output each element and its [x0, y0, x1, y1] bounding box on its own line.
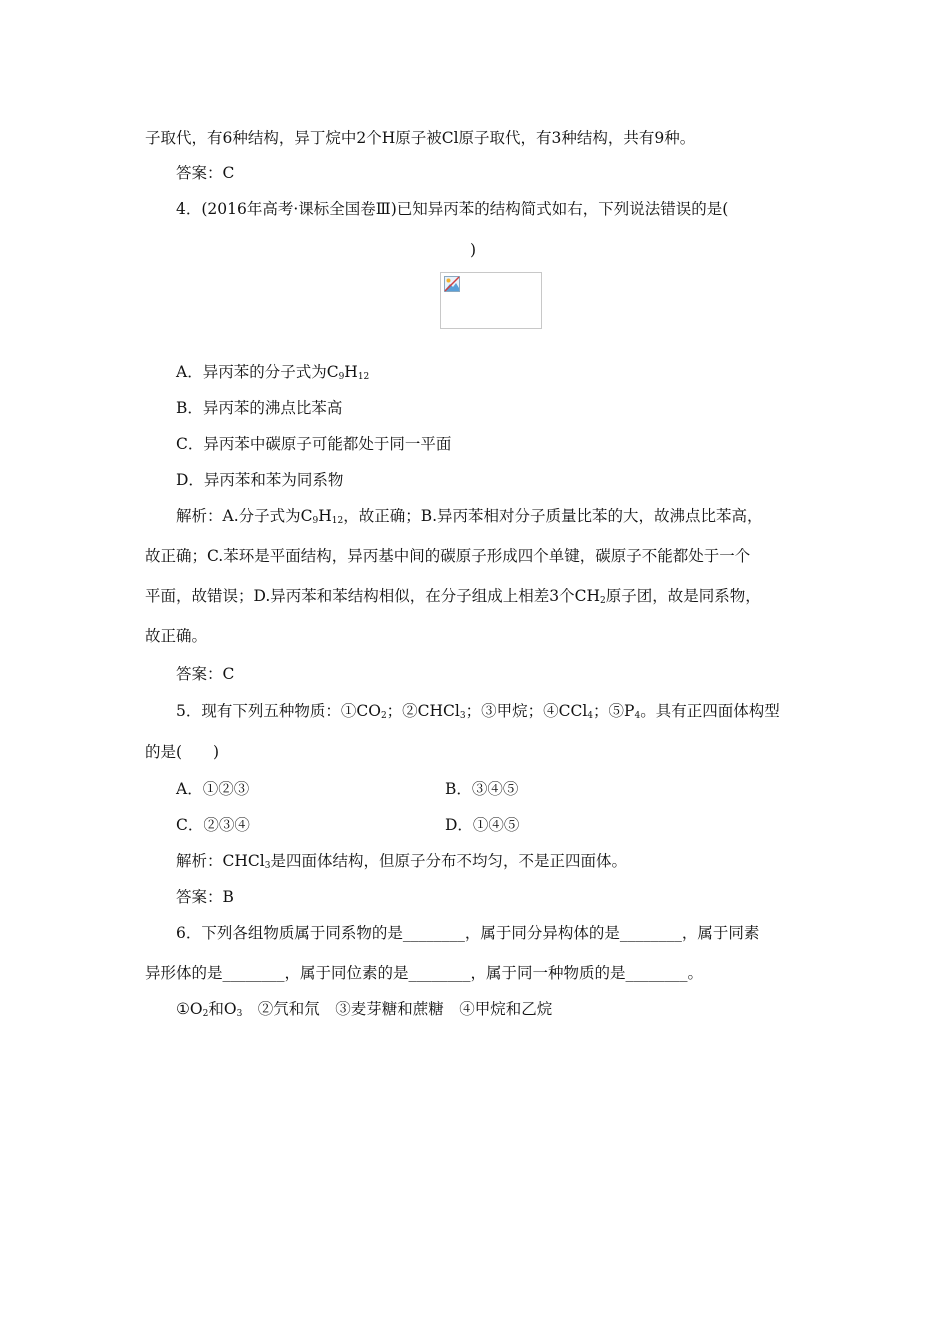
q6-stem-2: 异形体的是________，属于同位素的是________，属于同一种物质的是________。: [145, 964, 704, 982]
q4-explanation-4: 故正确。: [145, 627, 208, 645]
q5-option-c: C．②③④: [176, 816, 250, 834]
q4-explanation-1: 解析：A.分子式为$C_9H_{12}$，故正确；B.异丙苯相对分子质量比苯的大，故沸点比苯高，: [176, 507, 763, 526]
q4-explanation-2: 故正确；C.苯环是平面结构，异丙基中间的碳原子形成四个单键，碳原子不能都处于一个: [145, 547, 751, 565]
q6-options: $①O_2$和$O_3$ ②氕和氘 ③麦芽糖和蔗糖 ④甲烷和乙烷: [176, 1000, 553, 1019]
broken-image-icon: [444, 276, 460, 292]
answer-q4: 答案：C: [176, 665, 235, 683]
prev-explanation-end: 子取代，有6种结构，异丁烷中2个H原子被Cl原子取代，有3种结构，共有9种。: [145, 129, 696, 147]
answer-q5: 答案：B: [176, 888, 234, 906]
answer-q3: 答案：C: [176, 164, 235, 182]
q4-option-d: D．异丙苯和苯为同系物: [176, 471, 344, 489]
q5-stem: 5．现有下列五种物质：$①CO_2$；②CHCl$_3$；③甲烷；④CCl$_4$；$⑤P_4$。具有正四面体构型: [176, 702, 780, 721]
q6-stem: 6．下列各组物质属于同系物的是________，属于同分异构体的是________，属于同素: [176, 924, 760, 942]
q4-option-a: A．异丙苯的分子式为$C_9H_{12}$: [176, 363, 370, 382]
q5-stem-2: 的是( ): [145, 743, 220, 761]
structure-image-placeholder: [440, 272, 542, 329]
q4-stem: 4．(2016年高考·课标全国卷Ⅲ)已知异丙苯的结构简式如右，下列说法错误的是(: [176, 200, 729, 218]
q5-option-b: B．③④⑤: [445, 780, 519, 798]
q4-option-c: C．异丙苯中碳原子可能都处于同一平面: [176, 435, 452, 453]
q5-option-a: A．①②③: [176, 780, 250, 798]
q4-paren: ): [470, 241, 477, 259]
q5-option-d: D．①④⑤: [445, 816, 520, 834]
q5-explanation: 解析：CHCl$_3$是四面体结构，但原子分布不均匀，不是正四面体。: [176, 852, 627, 871]
q4-explanation-3: 平面，故错误；D.异丙苯和苯结构相似，在分子组成上相差3个$CH_2$原子团，故是同系物，: [145, 587, 761, 606]
q4-option-b: B．异丙苯的沸点比苯高: [176, 399, 343, 417]
